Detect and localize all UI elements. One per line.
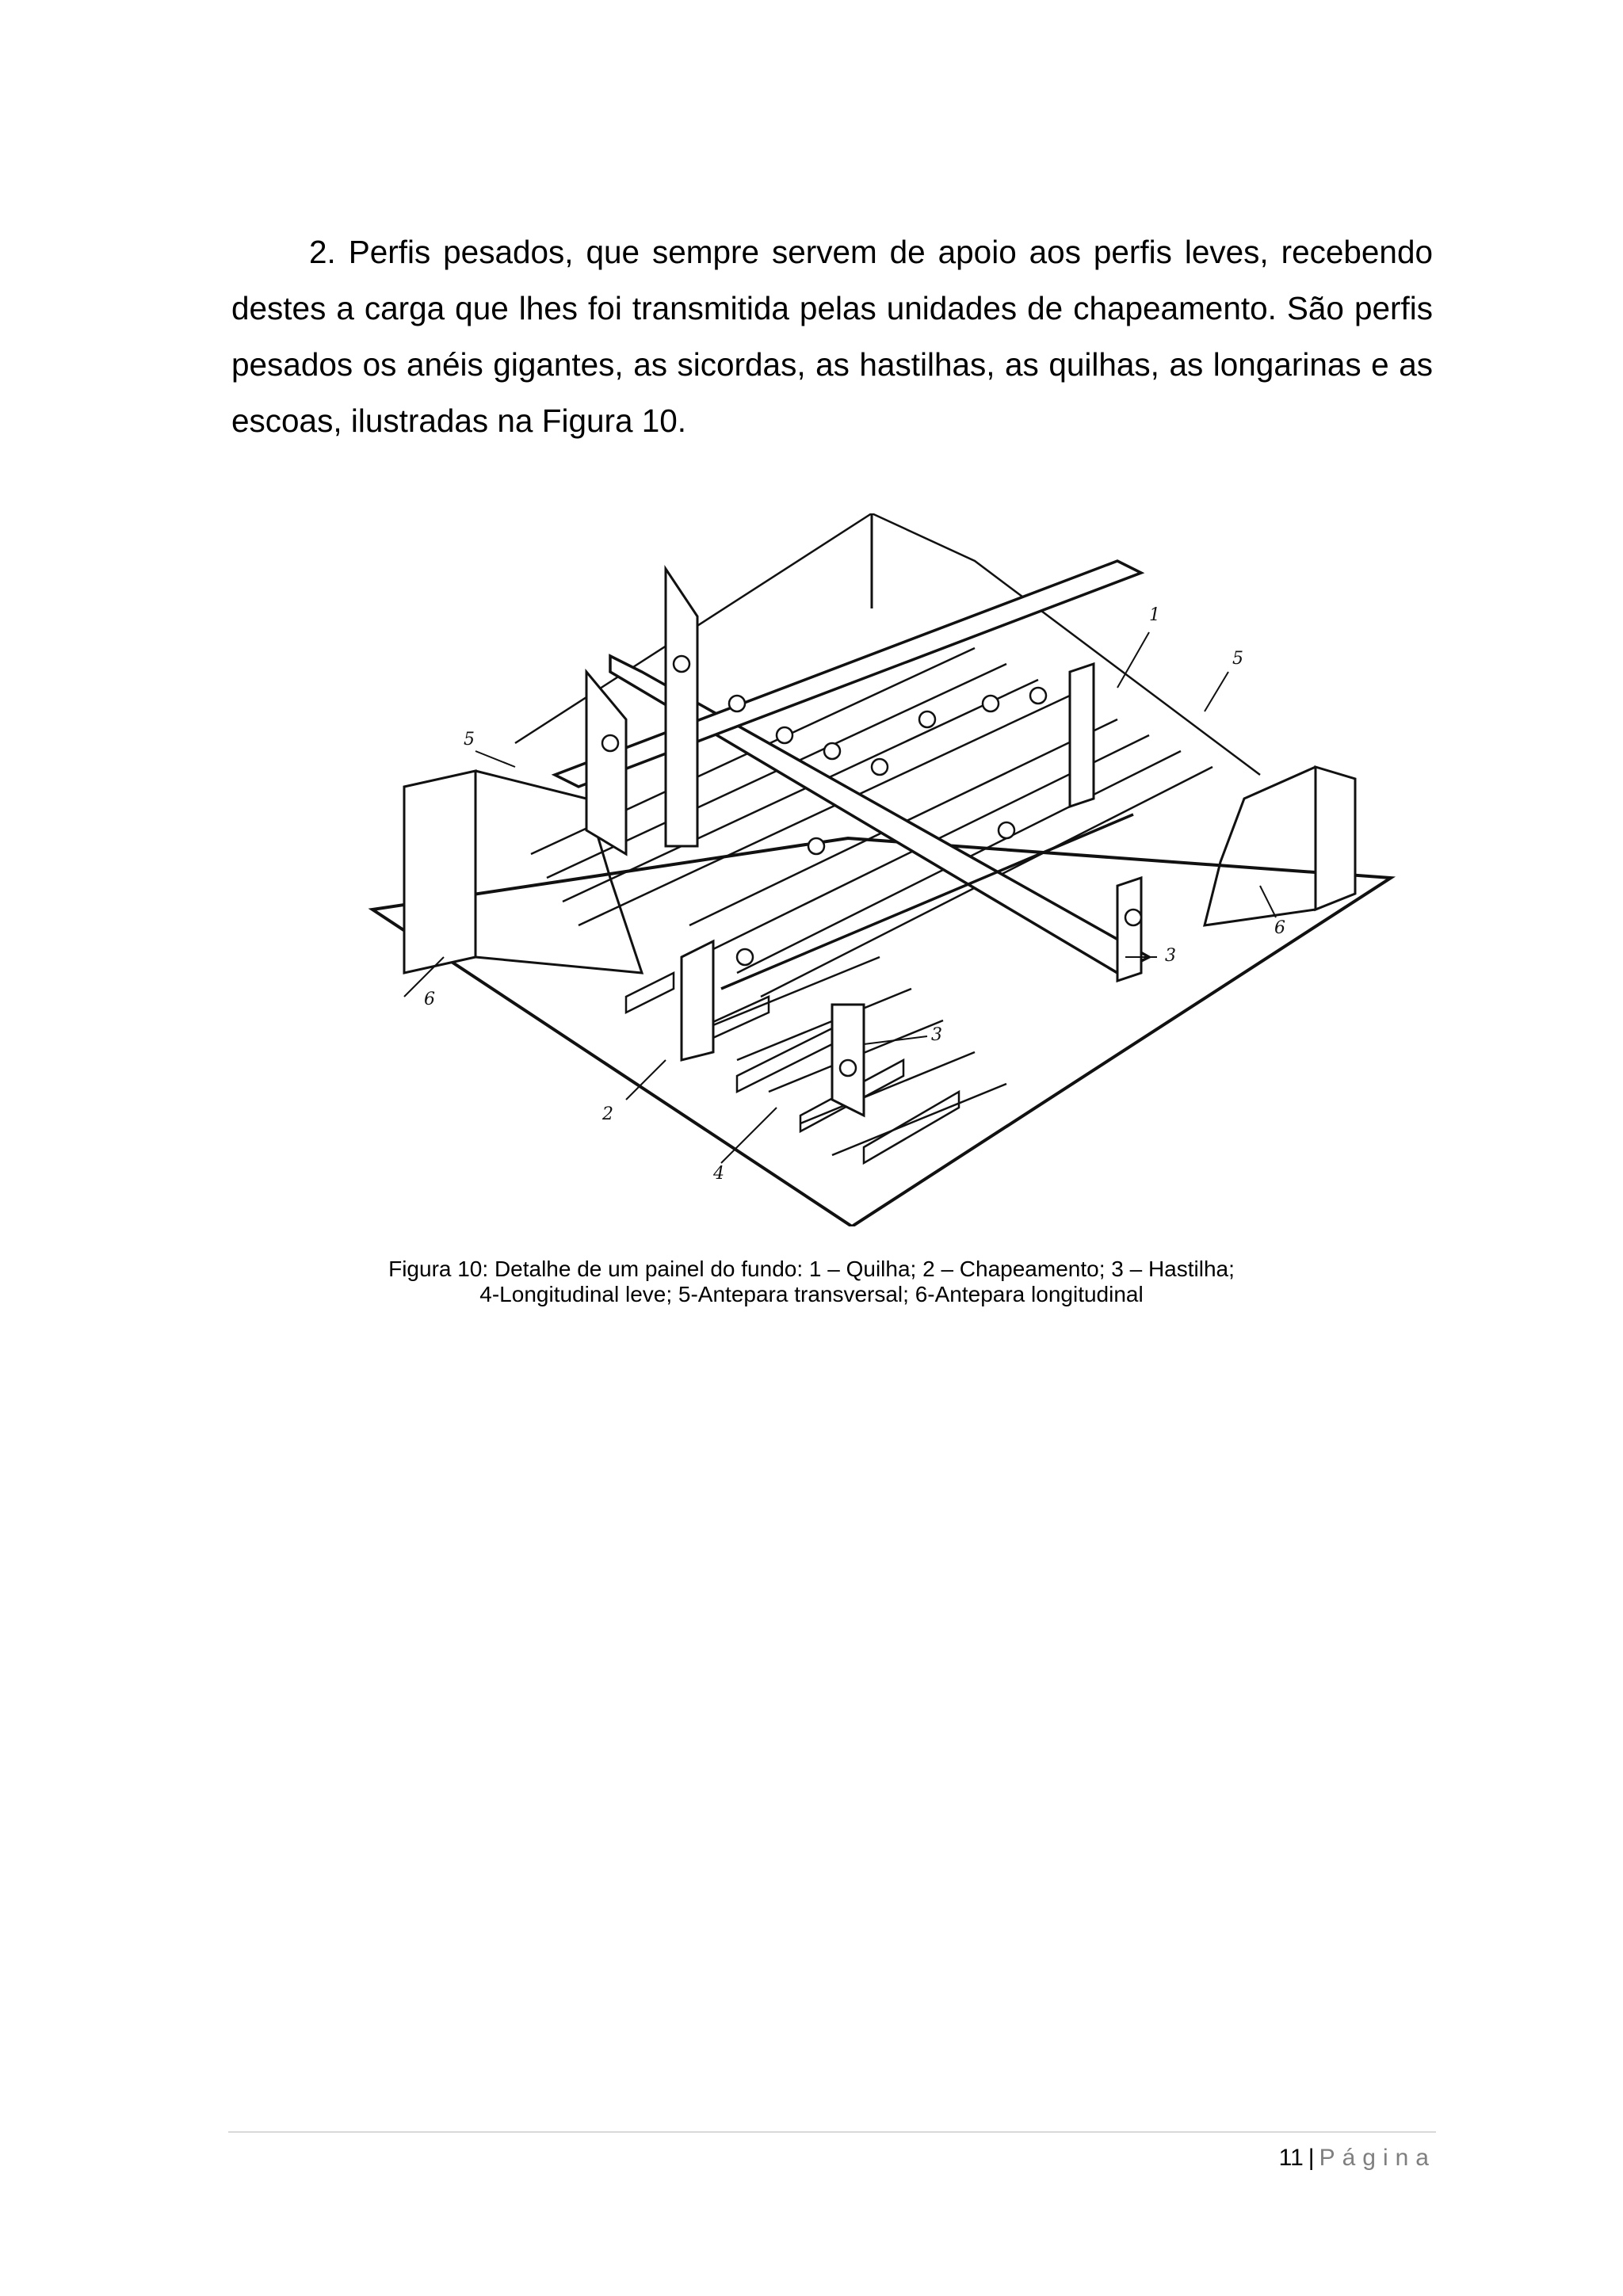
label-6a: 6 [424,990,435,1009]
label-3b: 3 [931,1025,942,1045]
label-5b: 5 [464,730,475,749]
footer-divider [228,2131,1436,2133]
caption-line-1: Figura 10: Detalhe de um painel do fundo: 1 – Quilha; 2 – Chapeamento; 3 – Hastilha; [388,1257,1235,1281]
body-paragraph: 2. Perfis pesados, que sempre servem de apoio aos perfis leves, recebendo destes a carga que lhes foi transmitida pelas unidades de chapeamento. São perfis pesados os anéis gigantes, as sicordas, as hastilhas, as quilhas, as longarinas e as escoas, ilustradas na Figura 10. [231,234,1433,439]
figure-caption [262,1257,1361,1307]
figure-bottom-panel-drawing [325,513,1423,1226]
label-4: 4 [713,1164,724,1184]
label-1: 1 [1149,605,1160,625]
caption-line-2: 4-Longitudinal leve; 5-Antepara transversal; 6-Antepara longitudinal [479,1282,1144,1306]
page-word: Página [1319,2145,1436,2171]
label-2: 2 [602,1104,613,1124]
label-6b: 6 [1274,918,1285,938]
page-footer [1279,2142,1436,2174]
right-bulkhead [1316,767,1355,910]
bottom-plating [372,838,1391,1226]
left-bulkhead [404,771,475,973]
footer-separator: | [1308,2145,1315,2171]
label-5a: 5 [1232,649,1243,669]
label-3a: 3 [1165,946,1176,966]
page-number: 11 [1278,2145,1304,2171]
